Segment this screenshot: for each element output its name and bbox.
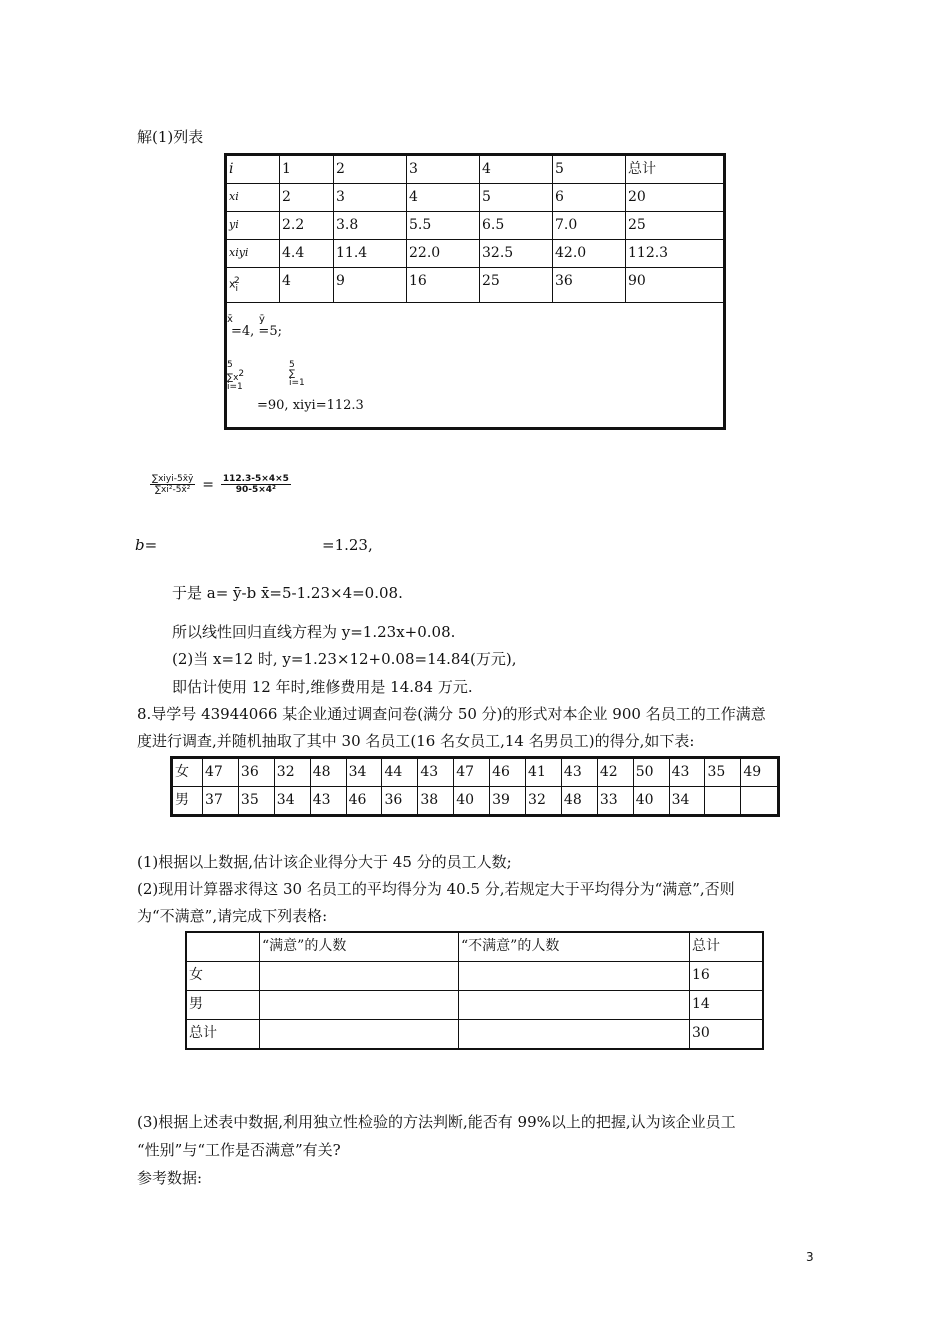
table-cell: 46 xyxy=(490,758,526,787)
table-cell: 47 xyxy=(203,758,239,787)
xbar-symbol: x̄ xyxy=(227,313,233,325)
table-cell: yi xyxy=(226,212,280,240)
table-cell: 48 xyxy=(310,758,346,787)
table-cell xyxy=(741,787,779,816)
summary-line-2: =90, xiyi=112.3 xyxy=(257,397,364,413)
table-cell xyxy=(186,932,260,962)
table-cell: 30 xyxy=(690,1020,764,1050)
ybar-symbol: ȳ xyxy=(259,313,265,325)
table-cell: 35 xyxy=(238,787,274,816)
table-cell: 16 xyxy=(690,962,764,991)
table-cell xyxy=(459,1020,690,1050)
question-part-3: “性别”与“工作是否满意”有关? xyxy=(137,1141,341,1159)
fraction-right xyxy=(221,474,291,495)
table-cell: 34 xyxy=(346,758,382,787)
sigma-block-2: 5 ∑ i=1 xyxy=(289,359,305,388)
satisfaction-table xyxy=(185,931,764,1050)
table-cell: 总计 xyxy=(690,932,764,962)
table-cell: 总计 xyxy=(186,1020,260,1050)
table-cell: 1 xyxy=(280,155,334,184)
table-cell: “不满意”的人数 xyxy=(459,932,690,962)
text-line: 所以线性回归直线方程为 y=1.23x+0.08. xyxy=(172,623,456,641)
table-cell: 48 xyxy=(561,787,597,816)
table-row xyxy=(226,212,725,240)
table-row xyxy=(186,991,763,1020)
table-cell: 47 xyxy=(454,758,490,787)
table-cell: 36 xyxy=(382,787,418,816)
table-row xyxy=(226,155,725,184)
table-row xyxy=(172,758,779,787)
table-cell: 43 xyxy=(310,787,346,816)
data-table-regression xyxy=(224,153,726,430)
table-cell: 32 xyxy=(526,787,562,816)
question-part: (1)根据以上数据,估计该企业得分大于 45 分的员工人数; xyxy=(137,853,512,871)
table-cell: 32 xyxy=(274,758,310,787)
table-cell: 44 xyxy=(382,758,418,787)
table-cell: 36 xyxy=(238,758,274,787)
table-cell: 38 xyxy=(418,787,454,816)
text-line: 于是 a= ȳ-b x̄=5-1.23×4=0.08. xyxy=(172,584,403,602)
question-part: (2)现用计算器求得这 30 名员工的平均得分为 40.5 分,若规定大于平均得分为“满意”,否则 xyxy=(137,880,735,898)
table-cell: 男 xyxy=(172,787,203,816)
question-part-3: (3)根据上述表中数据,利用独立性检验的方法判断,能否有 99%以上的把握,认为该企业员工 xyxy=(137,1113,736,1131)
table-cell: 39 xyxy=(490,787,526,816)
question-8-line-2: 度进行调查,并随机抽取了其中 30 名员工(16 名女员工,14 名男员工)的得分,如下表: xyxy=(137,732,695,750)
table-cell: 3.8 xyxy=(334,212,407,240)
table-row xyxy=(186,932,763,962)
table-cell: 6.5 xyxy=(480,212,553,240)
table-cell xyxy=(705,787,741,816)
table-cell: 16 xyxy=(407,268,480,303)
b-label: b= xyxy=(135,536,158,554)
table-cell: 2 xyxy=(280,184,334,212)
table-row xyxy=(226,184,725,212)
table-cell: 22.0 xyxy=(407,240,480,268)
fraction-right-denominator: 90-5×4² xyxy=(235,485,276,495)
table-cell: 4 xyxy=(280,268,334,303)
text-line: (2)当 x=12 时, y=1.23×12+0.08=14.84(万元), xyxy=(172,650,517,668)
table-cell: 女 xyxy=(186,962,260,991)
table-cell: 34 xyxy=(669,787,705,816)
question-8-line-1: 8.导学号 43944066 某企业通过调查问卷(满分 50 分)的形式对本企业 900 名员工的工作满意 xyxy=(137,705,766,723)
table-cell: 37 xyxy=(203,787,239,816)
table-cell: 5.5 xyxy=(407,212,480,240)
table-cell: $x_i^2$ xyxy=(226,268,280,303)
table-cell: 42.0 xyxy=(553,240,626,268)
table-row xyxy=(226,268,725,303)
table-cell: 43 xyxy=(418,758,454,787)
table-cell: 90 xyxy=(626,268,725,303)
fraction-right-numerator: 112.3-5×4×5 xyxy=(222,474,289,484)
table-cell: 40 xyxy=(454,787,490,816)
table-cell: 25 xyxy=(480,268,553,303)
table-cell: 4 xyxy=(407,184,480,212)
table-cell: 36 xyxy=(553,268,626,303)
table-cell xyxy=(459,991,690,1020)
b-value: =1.23, xyxy=(322,536,373,554)
table-cell: 6 xyxy=(553,184,626,212)
table-cell: 33 xyxy=(597,787,633,816)
table-cell: 女 xyxy=(172,758,203,787)
table-cell xyxy=(260,991,459,1020)
table-cell: 34 xyxy=(274,787,310,816)
reference-data-label: 参考数据: xyxy=(137,1169,203,1187)
text-line: 即估计使用 12 年时,维修费用是 14.84 万元. xyxy=(172,678,473,696)
fraction-left xyxy=(150,474,195,495)
table-cell: 42 xyxy=(597,758,633,787)
table-row xyxy=(186,962,763,991)
page-number: 3 xyxy=(806,1250,814,1264)
table-cell: 41 xyxy=(526,758,562,787)
fraction-left-numerator: ∑xiyi-5x̄ȳ xyxy=(152,474,194,484)
b-formula xyxy=(150,474,291,495)
table-cell: 43 xyxy=(561,758,597,787)
table-cell: 9 xyxy=(334,268,407,303)
table-cell: 35 xyxy=(705,758,741,787)
table-summary-cell xyxy=(226,302,725,428)
table-cell: xiyi xyxy=(226,240,280,268)
table-cell: 5 xyxy=(480,184,553,212)
table-cell: 14 xyxy=(690,991,764,1020)
question-part: 为“不满意”,请完成下列表格: xyxy=(137,907,328,925)
table-cell: 7.0 xyxy=(553,212,626,240)
table-cell: 2.2 xyxy=(280,212,334,240)
table-row xyxy=(226,240,725,268)
table-cell: 112.3 xyxy=(626,240,725,268)
table-cell: 46 xyxy=(346,787,382,816)
table-cell: 20 xyxy=(626,184,725,212)
table-cell: 43 xyxy=(669,758,705,787)
table-cell xyxy=(459,962,690,991)
table-cell: 3 xyxy=(407,155,480,184)
table-cell: 男 xyxy=(186,991,260,1020)
table-cell: 2 xyxy=(334,155,407,184)
table-cell: 4 xyxy=(480,155,553,184)
table-row xyxy=(226,302,725,428)
fraction-left-denominator: ∑xi²-5x̄² xyxy=(154,485,191,495)
score-table xyxy=(170,756,780,817)
table-cell: 32.5 xyxy=(480,240,553,268)
table-cell: 总计 xyxy=(626,155,725,184)
table-cell: 4.4 xyxy=(280,240,334,268)
summary-line-1: =4, =5; xyxy=(231,323,282,339)
table-cell: “满意”的人数 xyxy=(260,932,459,962)
sigma-block-1: 5 ∑x2 i=1 xyxy=(227,359,245,392)
table-cell: i xyxy=(226,155,280,184)
equals-sign: = xyxy=(202,476,214,493)
table-cell: 50 xyxy=(633,758,669,787)
table-cell xyxy=(260,1020,459,1050)
table-cell: 49 xyxy=(741,758,779,787)
table-cell: xi xyxy=(226,184,280,212)
table-row xyxy=(172,787,779,816)
section-heading: 解(1)列表 xyxy=(137,128,204,146)
table-cell: 5 xyxy=(553,155,626,184)
table-cell: 11.4 xyxy=(334,240,407,268)
table-cell xyxy=(260,962,459,991)
table-cell: 3 xyxy=(334,184,407,212)
table-row xyxy=(186,1020,763,1050)
table-cell: 25 xyxy=(626,212,725,240)
table-cell: 40 xyxy=(633,787,669,816)
